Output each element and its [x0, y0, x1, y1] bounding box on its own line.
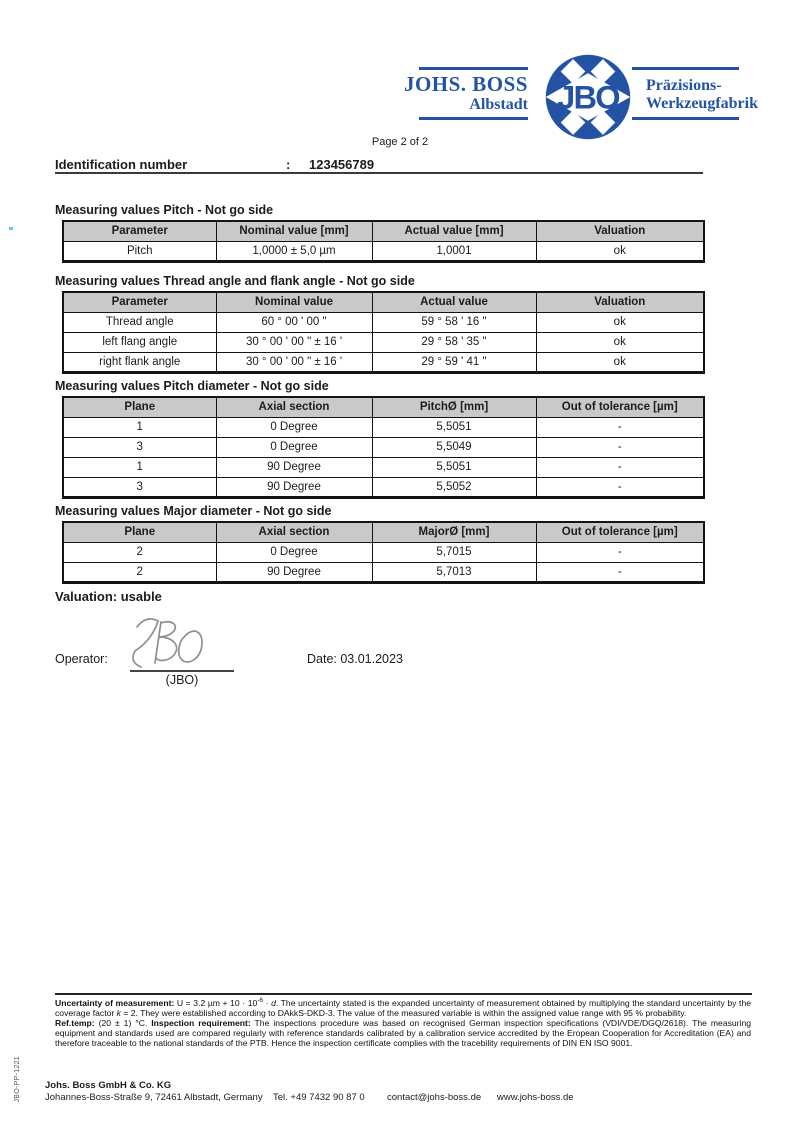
- brand-tagline: [646, 77, 776, 113]
- identification-label: Identification number: [55, 157, 188, 172]
- table-cell: 30 ° 00 ' 00 " ± 16 ': [216, 352, 372, 372]
- table-header-row: [63, 292, 704, 312]
- table-cell: 5,5051: [372, 457, 536, 477]
- column-header: Actual value [mm]: [372, 221, 536, 241]
- section-pitch: [55, 203, 705, 263]
- table-header-row: [63, 397, 704, 417]
- table-cell: -: [536, 477, 704, 497]
- column-header: Parameter: [63, 221, 216, 241]
- table-cell: right flank angle: [63, 352, 216, 372]
- fine-print-run: = 2. They were established according to DAkkS-DKD-3. The value of the measured variable is within the assigned value range with 95 % probability.: [120, 1008, 687, 1018]
- section-major-diameter: [55, 504, 705, 584]
- table-title: Measuring values Major diameter - Not go side: [55, 504, 332, 518]
- fine-print-run: Inspection requirement:: [151, 1018, 251, 1028]
- table-cell: 90 Degree: [216, 457, 372, 477]
- column-header: Nominal value: [216, 292, 372, 312]
- inspection-requirement-statement: [55, 1018, 751, 1048]
- date-line: Date: 03.01.2023: [307, 652, 403, 666]
- fine-print-rule: [55, 993, 752, 995]
- table-cell: 1: [63, 457, 216, 477]
- uncertainty-statement: [55, 998, 751, 1018]
- column-header: Out of tolerance [µm]: [536, 397, 704, 417]
- brand-tagline-line1: Präzisions-: [646, 77, 722, 94]
- brand-name-line1: JOHS. BOSS: [403, 72, 528, 96]
- major-diameter-table: [62, 521, 705, 584]
- table-cell: 1,0001: [372, 241, 536, 261]
- scan-artifact-mark: [9, 227, 13, 230]
- table-row: [63, 332, 704, 352]
- operator-signature: [128, 610, 243, 672]
- fine-print-run: (20 ± 1) °C.: [94, 1018, 152, 1028]
- column-header: Axial section: [216, 397, 372, 417]
- brand-rule-right-bottom: [632, 117, 739, 120]
- signature-rule: [130, 670, 234, 672]
- table-cell: 30 ° 00 ' 00 " ± 16 ': [216, 332, 372, 352]
- table-row: [63, 457, 704, 477]
- brand-tagline-line2: Werkzeugfabrik: [646, 95, 758, 112]
- table-row: [63, 562, 704, 582]
- footer-address: Johannes-Boss-Straße 9, 72461 Albstadt, Germany: [45, 1092, 263, 1103]
- footer-email: contact@johs-boss.de: [387, 1092, 482, 1103]
- table-cell: 60 ° 00 ' 00 ": [216, 312, 372, 332]
- table-title: Measuring values Pitch diameter - Not go side: [55, 379, 329, 393]
- table-cell: 29 ° 58 ' 35 ": [372, 332, 536, 352]
- table-cell: 2: [63, 542, 216, 562]
- fine-print: [55, 998, 751, 1048]
- fine-print-run: k: [116, 1008, 121, 1018]
- table-cell: Thread angle: [63, 312, 216, 332]
- table-cell: 5,5052: [372, 477, 536, 497]
- table-cell: 5,5049: [372, 437, 536, 457]
- table-title: Measuring values Pitch - Not go side: [55, 203, 274, 217]
- section-thread-flank-angle: [55, 274, 705, 374]
- table-cell: -: [536, 457, 704, 477]
- fine-print-run: . The uncertainty stated is the expanded uncertainty of measurement obtained by multiplying the standard uncertainty by the coverage factor: [55, 998, 752, 1018]
- column-header: Axial section: [216, 522, 372, 542]
- table-row: [63, 477, 704, 497]
- brand-name-line2: Albstadt: [469, 96, 528, 113]
- column-header: Plane: [63, 397, 216, 417]
- brand-rule-left-bottom: [419, 117, 528, 120]
- table-cell: -: [536, 437, 704, 457]
- table-row: [63, 352, 704, 372]
- table-row: [63, 437, 704, 457]
- table-header-row: [63, 221, 704, 241]
- column-header: Plane: [63, 522, 216, 542]
- table-cell: -: [536, 562, 704, 582]
- table-cell: 29 ° 59 ' 41 ": [372, 352, 536, 372]
- fine-print-run: The inspections procedure was based on recognised German inspection specifications (VDI/VDE/DGQ/2618). The measuring equipment and standards used are compared regularly with reference standards calibrated by a calibration service accredited by the Eropean Cooperation for Accreditation (EA) and therefore traceable to the national standards of the PTB. Hence the inspection certificate complies with the tracebility requirements of DIN EN ISO 9001.: [55, 1018, 752, 1048]
- valuation-result: Valuation: usable: [55, 589, 162, 604]
- footer-website: www.johs-boss.de: [497, 1092, 574, 1103]
- identification-separator: :: [286, 157, 291, 172]
- fine-print-run: -6: [257, 997, 264, 1005]
- thread-flank-angle-table: [62, 291, 705, 374]
- pitch-diameter-table: [62, 396, 705, 499]
- table-cell: 5,7013: [372, 562, 536, 582]
- column-header: Valuation: [536, 221, 704, 241]
- table-cell: ok: [536, 352, 704, 372]
- brand-rule-right-top: [632, 67, 739, 70]
- table-cell: 90 Degree: [216, 477, 372, 497]
- jbo-logo-icon: [544, 53, 632, 141]
- identification-rule: [55, 172, 703, 174]
- table-row: [63, 312, 704, 332]
- table-cell: 59 ° 58 ' 16 ": [372, 312, 536, 332]
- table-row: [63, 542, 704, 562]
- table-cell: 5,7015: [372, 542, 536, 562]
- table-cell: ok: [536, 312, 704, 332]
- table-title: Measuring values Thread angle and flank angle - Not go side: [55, 274, 415, 288]
- column-header: MajorØ [mm]: [372, 522, 536, 542]
- page-indicator: Page 2 of 2: [371, 136, 429, 148]
- table-cell: 0 Degree: [216, 417, 372, 437]
- table-cell: 1,0000 ± 5,0 µm: [216, 241, 372, 261]
- section-pitch-diameter: [55, 379, 705, 499]
- column-header: PitchØ [mm]: [372, 397, 536, 417]
- table-row: [63, 241, 704, 261]
- table-cell: 0 Degree: [216, 542, 372, 562]
- column-header: Parameter: [63, 292, 216, 312]
- footer-company: Johs. Boss GmbH & Co. KG: [45, 1080, 172, 1091]
- fine-print-run: U = 3.2 µm + 10 · 10: [174, 998, 258, 1008]
- table-cell: -: [536, 542, 704, 562]
- table-cell: left flang angle: [63, 332, 216, 352]
- fine-print-run: Uncertainty of measurement:: [55, 998, 175, 1008]
- table-cell: 0 Degree: [216, 437, 372, 457]
- table-cell: ok: [536, 241, 704, 261]
- column-header: Actual value: [372, 292, 536, 312]
- footer-phone: Tel. +49 7432 90 87 0: [273, 1092, 365, 1103]
- table-cell: Pitch: [63, 241, 216, 261]
- operator-name: (JBO): [165, 673, 199, 687]
- table-cell: 90 Degree: [216, 562, 372, 582]
- fine-print-run: d: [271, 998, 276, 1008]
- table-row: [63, 417, 704, 437]
- column-header: Out of tolerance [µm]: [536, 522, 704, 542]
- table-header-row: [63, 522, 704, 542]
- table-cell: -: [536, 417, 704, 437]
- table-cell: 5,5051: [372, 417, 536, 437]
- fine-print-run: ·: [263, 998, 272, 1008]
- fine-print-run: Ref.temp:: [55, 1018, 95, 1028]
- pitch-table: [62, 220, 705, 263]
- column-header: Nominal value [mm]: [216, 221, 372, 241]
- form-reference-note: JBO-PP-1221: [14, 1056, 21, 1103]
- table-cell: ok: [536, 332, 704, 352]
- table-cell: 1: [63, 417, 216, 437]
- identification-number: 123456789: [309, 157, 375, 172]
- brand-rule-left-top: [419, 67, 528, 70]
- column-header: Valuation: [536, 292, 704, 312]
- jbo-logo-text: JBO: [557, 79, 619, 116]
- brand-name: [400, 73, 528, 114]
- table-cell: 3: [63, 477, 216, 497]
- operator-label: Operator:: [55, 652, 108, 666]
- table-cell: 2: [63, 562, 216, 582]
- table-cell: 3: [63, 437, 216, 457]
